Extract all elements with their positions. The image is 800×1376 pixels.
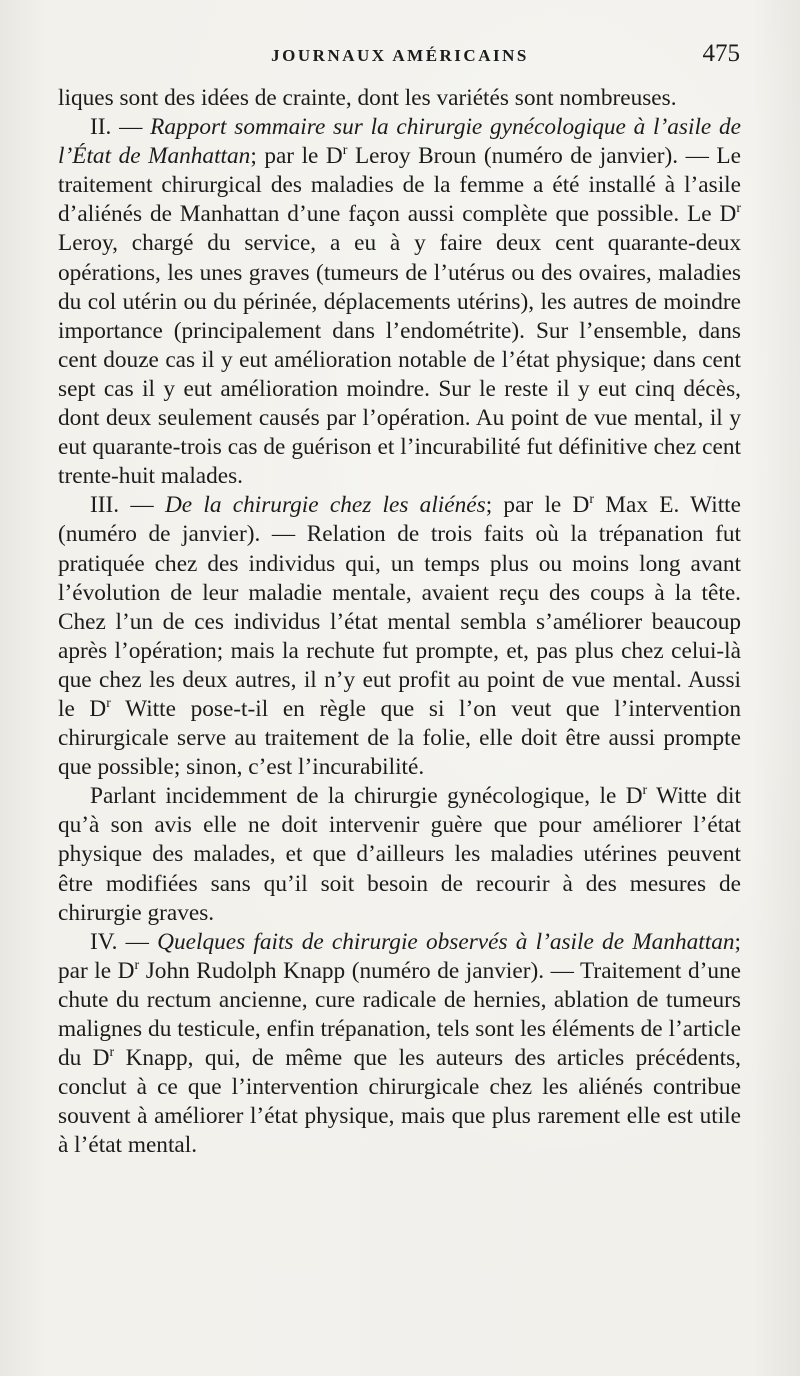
superscript: r [642, 783, 648, 799]
superscript: r [736, 201, 741, 217]
superscript: r [109, 1045, 115, 1061]
paragraph-section-ii [58, 113, 741, 491]
paragraph-witte-gynecology [58, 782, 741, 927]
text-run: Parlant incidemment de la chirurgie gynécologique, le D [90, 783, 643, 810]
body-text [58, 84, 741, 1160]
page-header [60, 40, 740, 74]
text-run: John Rudolph Knapp (numéro de janvier). — Traitement d’une chute du rectum ancienne, cure radicale de hernies, ablation de tumeurs malignes du testicule, enfin trépanation, tels sont les éléments de l’article du D [58, 957, 741, 1072]
text-run: Knapp, qui, de même que les auteurs des articles précédents, conclut à ce que l’intervention chirurgicale chez les aliénés contribue souvent à améliorer l’état physique, mais que plus rarement elle est utile à l’état mental. [58, 1045, 742, 1159]
paragraph-continuation [58, 84, 741, 113]
text-run: Leroy Broun (numéro de janvier). — Le traitement chirurgical des maladies de la femme a été installé à l’asile d’aliénés de Manhattan d’une façon aussi complète que possible. Le D [58, 143, 741, 228]
paragraph-section-iv [58, 928, 741, 1161]
text-run: Witte pose-t-il en règle que si l’on veut que l’intervention chirurgicale serve au traitement de la folie, elle doit être aussi prompte que possible; sinon, c’est l’incurabilité. [58, 695, 741, 781]
text-run: ; par le D [250, 143, 343, 170]
running-title: JOURNAUX AMÉRICAINS [271, 46, 529, 65]
superscript: r [589, 492, 595, 508]
article-title: Rapport sommaire sur la chirurgie gynécologique à l’asile de l’État de Manhattan [58, 114, 741, 170]
article-title: Quelques faits de chirurgie observés à l’asile de Manhattan [157, 928, 735, 955]
text-run: Max E. Witte (numéro de janvier). — Relation de trois faits où la trépanation fut pratiquée chez des individus qui, un temps plus ou moins long avant l’évolution de leur maladie mentale, avaient reçu des coups à la tête. Chez l’un de ces individus l’état mental sembla s’améliorer beaucoup après l’opération; mais la rechute fut prompte, et, pas plus chez celui-là que chez les deux autres, il n’y eut profit au point de vue mental. Aussi le D [58, 492, 741, 722]
paragraph-section-iii [58, 491, 741, 782]
text-run: ; par le D [485, 492, 590, 519]
page-number: 475 [702, 40, 740, 67]
text-run: Witte dit qu’à son avis elle ne doit intervenir guère que pour améliorer l’état physique des malades, et que d’ailleurs les maladies utérines peuvent être modifiées sans qu’il soit besoin de recourir à des mesures de chirurgie graves. [58, 783, 741, 926]
superscript: r [342, 143, 348, 159]
section-number: II. — [90, 114, 151, 141]
text-run: liques sont des idées de crainte, dont les variétés sont nombreuses. [58, 85, 677, 111]
section-number: III. — [90, 492, 165, 519]
superscript: r [134, 958, 140, 974]
article-title: De la chirurgie chez les aliénés [164, 492, 486, 519]
section-number: IV. — [90, 928, 158, 955]
text-run: ; par le D [58, 928, 741, 984]
text-run: Leroy, chargé du service, a eu à y faire deux cent quarante-deux opérations, les unes graves (tumeurs de l’utérus ou des ovaires, maladies du col utérin ou du périnée, déplacements utérins), les autres de moindre importance (principalement dans l’endométrite). Sur l’ensemble, dans cent douze cas il y eut amélioration notable de l’état physique; dans cent sept cas il y eut amélioration moindre. Sur le reste il y eut cinq décès, dont deux seulement causés par l’opération. Au point de vue mental, il y eut quarante-trois cas de guérison et l’incurabilité fut définitive chez cent trente-huit malades. [58, 230, 741, 490]
superscript: r [106, 696, 111, 712]
